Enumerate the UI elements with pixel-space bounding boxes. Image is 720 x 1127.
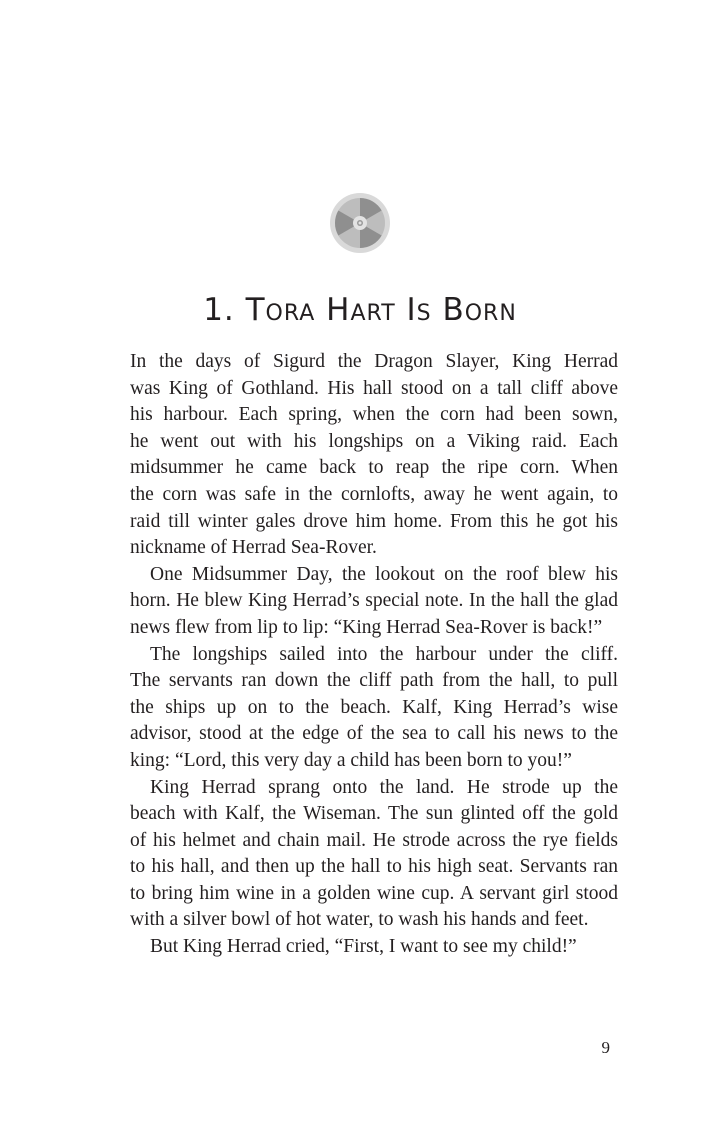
shield-ornament-icon — [329, 192, 391, 254]
text-line: midsummer he came back to reap the ripe corn. When — [130, 457, 618, 479]
text-line: to his hall, and then up the hall to his high seat. Servants ran — [130, 856, 618, 878]
text-line: The longships sailed into the harbour under the cliff. — [150, 643, 618, 665]
text-line: he went out with his longships on a Viking raid. Each — [130, 430, 618, 452]
text-line: king: “Lord, this very day a child has been born to you!” — [130, 749, 572, 771]
chapter-body — [130, 349, 618, 961]
text-line: news flew from lip to lip: “King Herrad Sea-Rover is back!” — [130, 616, 603, 638]
text-line: the corn was safe in the cornlofts, away he went again, to — [130, 483, 618, 505]
text-line: the ships up on to the beach. Kalf, King Herrad’s wise — [130, 696, 618, 718]
paragraph-1 — [130, 349, 618, 562]
text-line: The servants ran down the cliff path from the hall, to pull — [130, 670, 618, 692]
text-line: with a silver bowl of hot water, to wash his hands and feet. — [130, 909, 589, 931]
paragraph-4 — [130, 775, 618, 935]
paragraph-5 — [130, 934, 618, 961]
text-line: advisor, stood at the edge of the sea to call his news to the — [130, 723, 618, 745]
page-number: 9 — [601, 1038, 610, 1057]
text-line: beach with Kalf, the Wiseman. The sun glinted off the gold — [130, 803, 618, 825]
text-line: In the days of Sigurd the Dragon Slayer, King Herrad — [130, 351, 618, 372]
text-line: to bring him wine in a golden wine cup. A servant girl stood — [130, 882, 618, 904]
text-line: King Herrad sprang onto the land. He strode up the — [150, 776, 618, 798]
text-line: horn. He blew King Herrad’s special note. In the hall the glad — [130, 590, 618, 612]
text-line: One Midsummer Day, the lookout on the roof blew his — [150, 563, 618, 585]
text-line: raid till winter gales drove him home. From this he got his — [130, 510, 618, 532]
chapter-title: 1. Tora Hart Is Born — [203, 292, 517, 328]
paragraph-2 — [130, 562, 618, 642]
text-line: was King of Gothland. His hall stood on a tall cliff above — [130, 377, 618, 399]
text-line: nickname of Herrad Sea-Rover. — [130, 537, 377, 559]
text-line: of his helmet and chain mail. He strode across the rye fields — [130, 829, 618, 851]
text-line: his harbour. Each spring, when the corn had been sown, — [130, 404, 618, 426]
paragraph-3 — [130, 642, 618, 775]
text-line: But King Herrad cried, “First, I want to see my child!” — [150, 936, 577, 958]
